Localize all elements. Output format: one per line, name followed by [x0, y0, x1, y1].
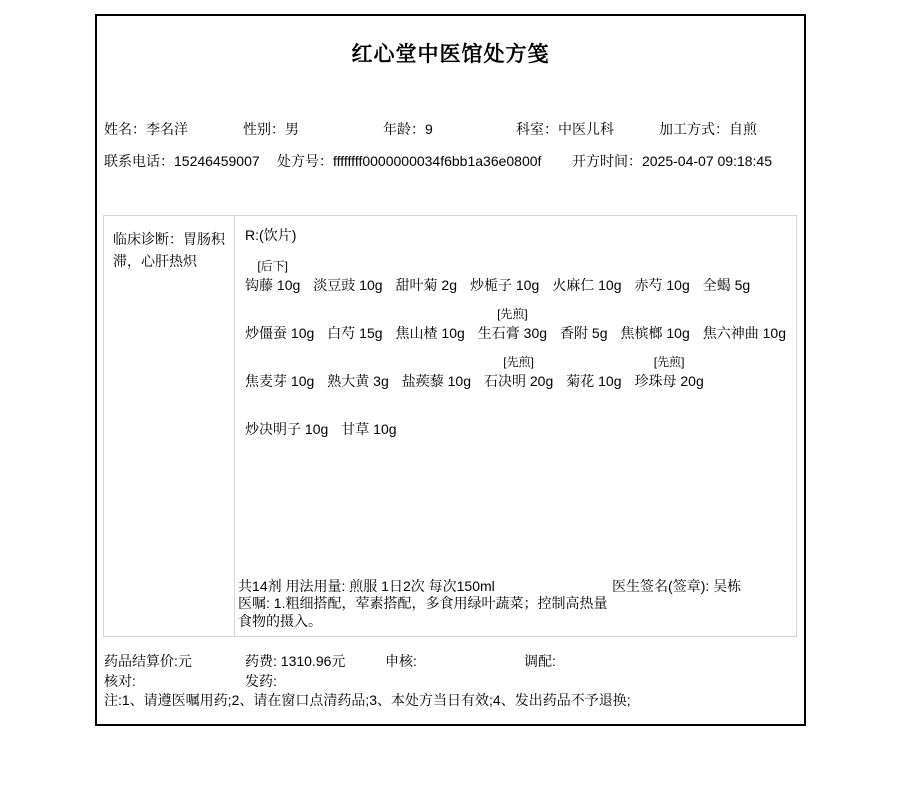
herb-name-dose: 甘草 10g: [341, 421, 397, 437]
herb-decoction-note: [425, 258, 428, 275]
herb-name-dose: 珍珠母 20g: [634, 373, 704, 389]
herb-name-dose: 白芍 15g: [327, 325, 383, 341]
prescription-body-box: [103, 215, 797, 637]
footer-note-row: [97, 690, 804, 708]
herb-decoction-note: [582, 306, 585, 323]
patient-gender: 性别：男: [243, 121, 299, 137]
herb-name-dose: 赤芍 10g: [634, 277, 690, 293]
medical-advice: 医嘱: 1.粗细搭配，荤素搭配，多食用绿叶蔬菜；控制高热量食物的摄入。: [238, 595, 608, 629]
herb-name-dose: 生石膏 30g: [477, 325, 548, 341]
herb-item: [484, 354, 553, 391]
review-label: 申核:: [385, 653, 417, 669]
herb-name-dose: 焦麦芽 10g: [245, 373, 315, 389]
herb-item: [703, 306, 786, 343]
usage-line: [238, 576, 786, 594]
herb-row: [245, 258, 786, 295]
herb-decoction-note: [先煎]: [653, 355, 685, 369]
herb-decoction-note: [后下]: [257, 259, 288, 273]
herb-item: [396, 306, 465, 343]
settle-price-label: 药品结算价:元: [104, 653, 192, 669]
issue-label: 发药:: [245, 673, 277, 689]
herb-item: [470, 258, 539, 295]
herb-item: [621, 306, 690, 343]
herb-decoction-note: [346, 258, 349, 275]
herb-decoction-note: [278, 306, 281, 323]
herb-name-dose: 菊花 10g: [566, 373, 622, 389]
usage-text: 共14剂 用法用量: 煎服 1日2次 每次150ml: [238, 578, 495, 594]
herb-item: [313, 258, 382, 295]
herb-name-dose: 盐蒺藜 10g: [401, 373, 471, 389]
herb-decoction-note: [743, 306, 746, 323]
herb-name-dose: 香附 5g: [560, 325, 608, 341]
herb-name-dose: 焦槟榔 10g: [620, 325, 690, 341]
patient-age: 年龄：9: [383, 121, 433, 137]
herb-decoction-note: [653, 306, 656, 323]
herb-decoction-note: [592, 354, 595, 371]
herb-decoction-note: [356, 354, 359, 371]
herb-name-dose: 焦山楂 10g: [395, 325, 465, 341]
medicine-fee: 药费: 1310.96元: [245, 653, 346, 669]
herb-decoction-note: [435, 354, 438, 371]
herb-item: [566, 354, 621, 391]
herb-row: [245, 354, 786, 391]
processing-method: 加工方式：自煎: [659, 121, 757, 137]
herb-decoction-note: [353, 306, 356, 323]
herb-row: [245, 306, 786, 343]
herb-item: [327, 306, 382, 343]
herb-name-dose: 炒决明子 10g: [245, 421, 329, 437]
herb-item: [635, 258, 690, 295]
footer-row-2: [97, 671, 804, 689]
issue-time: 开方时间：2025-04-07 09:18:45: [572, 153, 772, 169]
herb-name-dose: 焦六神曲 10g: [702, 325, 786, 341]
herb-item: [245, 402, 328, 439]
herb-decoction-note: [585, 258, 588, 275]
herb-decoction-note: [660, 258, 663, 275]
herb-rows: [245, 258, 786, 439]
herb-name-dose: 熟大黄 3g: [327, 373, 389, 389]
prescription-sheet: [95, 14, 806, 726]
check-label: 核对:: [104, 673, 136, 689]
herb-item: [478, 306, 547, 343]
herb-name-dose: 淡豆豉 10g: [313, 277, 383, 293]
herb-item: [245, 306, 314, 343]
herb-name-dose: 钩藤 10g: [245, 277, 301, 293]
herb-item: [560, 306, 607, 343]
herb-name-dose: 甜叶菊 2g: [395, 277, 457, 293]
herb-name-dose: 炒栀子 10g: [470, 277, 540, 293]
patient-info-row-2: [97, 151, 804, 169]
patient-info-row-1: [97, 119, 804, 137]
herb-decoction-note: [367, 402, 370, 419]
herb-item: [245, 258, 300, 295]
herb-decoction-note: [725, 258, 728, 275]
herb-item: [552, 258, 621, 295]
herb-item: [703, 258, 750, 295]
herb-item: [396, 258, 457, 295]
herb-name-dose: 全蝎 5g: [702, 277, 751, 293]
rx-header: R:(饮片): [245, 227, 297, 243]
usage-advice-block: [238, 576, 786, 630]
herb-decoction-note: [278, 354, 281, 371]
herb-decoction-note: [428, 306, 431, 323]
herb-name-dose: 火麻仁 10g: [552, 277, 622, 293]
herb-column: [235, 216, 796, 636]
herb-item: [635, 354, 704, 391]
herb-row: [245, 402, 786, 439]
usage-notes: 注:1、请遵医嘱用药;2、请在窗口点清药品;3、本处方当日有效;4、发出药品不予退换;: [104, 692, 631, 708]
herb-item: [341, 402, 396, 439]
clinical-diagnosis: 临床诊断：胃肠积滞，心肝热炽: [104, 216, 235, 636]
herb-decoction-note: [503, 258, 506, 275]
herb-decoction-note: [先煎]: [503, 355, 534, 369]
page-title: 红心堂中医馆处方笺: [351, 43, 550, 66]
herb-item: [327, 354, 388, 391]
patient-name: 姓名：李名洋: [104, 121, 188, 137]
herb-item: [402, 354, 471, 391]
herb-name-dose: 石决明 20g: [484, 373, 554, 389]
patient-department: 科室：中医儿科: [516, 121, 614, 137]
herb-name-dose: 炒僵蚕 10g: [245, 325, 315, 341]
prescription-number: 处方号：ffffffff0000000034f6bb1a36e0800f: [277, 153, 542, 169]
herb-decoction-note: [先煎]: [497, 307, 528, 321]
herb-decoction-note: [285, 402, 288, 419]
footer-row-1: [97, 651, 804, 669]
patient-phone: 联系电话：15246459007: [104, 153, 260, 169]
doctor-signature: 医生签名(签章): 吴栋: [612, 578, 742, 594]
dispense-label: 调配:: [524, 653, 556, 669]
herb-item: [245, 354, 314, 391]
